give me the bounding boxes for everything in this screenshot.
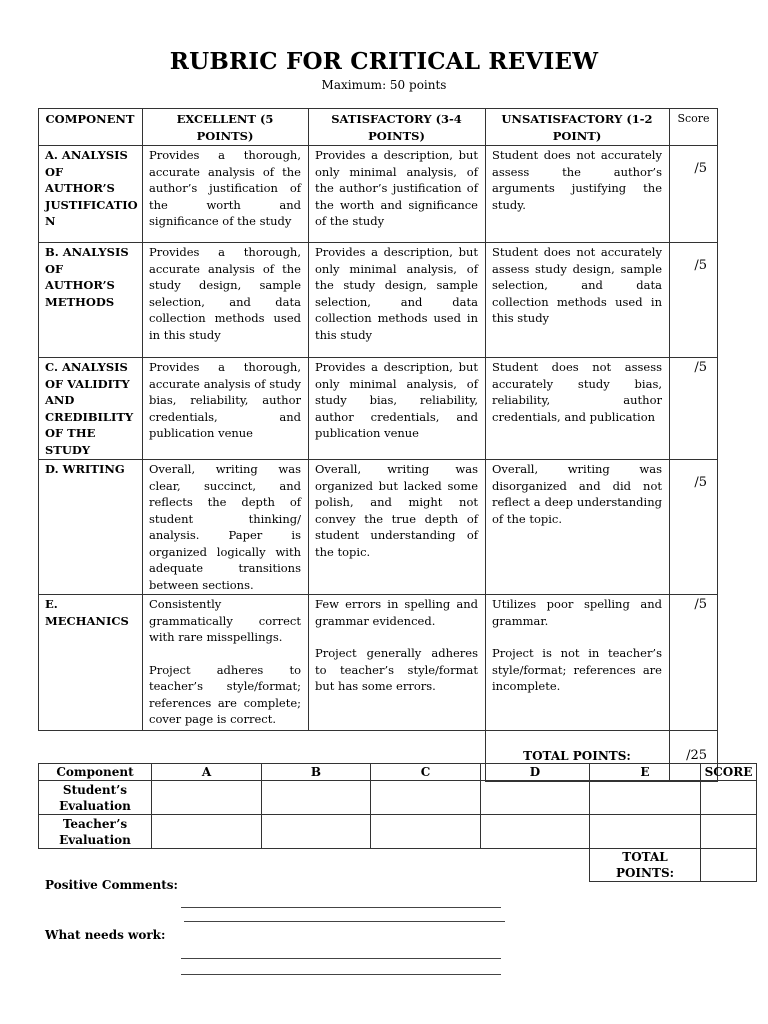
excellent-cell: Provides a thorough, accurate analysis of study bias, reliability, author credentials, and publication venue	[143, 358, 309, 460]
column-header: Score	[670, 109, 718, 146]
component-cell: E. MECHANICS	[39, 595, 143, 731]
column-header: C	[371, 764, 481, 781]
comment-line[interactable]	[184, 921, 505, 922]
satisfactory-text: Project generally adheres to teacher’s style/format but has some errors.	[315, 646, 478, 693]
satisfactory-text: Few errors in spelling and grammar evidenced.	[315, 597, 478, 628]
evaluation-header-row	[39, 764, 757, 781]
satisfactory-cell: Provides a description, but only minimal analysis, of the study design, sample selection, and data collection methods used in this study	[309, 243, 486, 358]
table-row	[39, 595, 718, 731]
column-header: SCORE	[701, 764, 757, 781]
excellent-cell	[143, 595, 309, 731]
unsatisfactory-text: Utilizes poor spelling and grammar.	[492, 597, 662, 628]
score-input-cell[interactable]	[262, 781, 371, 815]
score-cell: /5	[670, 595, 718, 731]
component-cell: B. ANALYSIS OF AUTHOR’S METHODS	[39, 243, 143, 358]
score-input-cell[interactable]	[481, 815, 590, 849]
column-header: Component	[39, 764, 152, 781]
row-label: Teacher’s Evaluation	[39, 815, 152, 849]
page-title: RUBRIC FOR CRITICAL REVIEW	[169, 48, 599, 75]
column-header: EXCELLENT (5 POINTS)	[143, 109, 309, 146]
column-header: A	[152, 764, 262, 781]
score-input-cell[interactable]	[371, 815, 481, 849]
unsatisfactory-cell: Student does not assess accurately study bias, reliability, author credentials, and publication	[486, 358, 670, 460]
excellent-text: Consistently grammatically correct with rare misspellings.	[149, 597, 301, 644]
comment-line[interactable]	[181, 974, 501, 975]
positive-comments-label: Positive Comments:	[45, 878, 178, 892]
score-input-cell[interactable]	[152, 781, 262, 815]
excellent-cell: Provides a thorough, accurate analysis of the author’s justification of the worth and significance of the study	[143, 146, 309, 243]
satisfactory-cell	[309, 595, 486, 731]
column-header: COMPONENT	[39, 109, 143, 146]
table-row	[39, 815, 757, 849]
satisfactory-cell: Provides a description, but only minimal analysis, of study bias, reliability, author credentials, and publication venue	[309, 358, 486, 460]
table-row	[39, 358, 718, 460]
score-input-cell[interactable]	[481, 781, 590, 815]
total-points-value: /25	[670, 731, 718, 782]
comment-line[interactable]	[181, 907, 501, 908]
excellent-text: Project adheres to teacher’s style/format; references are complete; cover page is correct.	[149, 662, 301, 726]
component-cell: C. ANALYSIS OF VALIDITY AND CREDIBILITY OF THE STUDY	[39, 358, 143, 460]
unsatisfactory-cell	[486, 595, 670, 731]
comment-line[interactable]	[181, 958, 501, 959]
excellent-cell: Overall, writing was clear, succinct, and reflects the depth of student thinking/ analysis. Paper is organized logically with adequate transitions between sections.	[143, 460, 309, 595]
score-input-cell[interactable]	[262, 815, 371, 849]
table-row	[39, 146, 718, 243]
score-input-cell[interactable]	[701, 815, 757, 849]
total-points-label: TOTAL POINTS:	[486, 731, 670, 782]
rubric-header-row	[39, 109, 718, 146]
score-cell: /5	[670, 146, 718, 243]
column-header: D	[481, 764, 590, 781]
column-header: B	[262, 764, 371, 781]
component-cell: A. ANALYSIS OF AUTHOR’S JUSTIFICATIO N	[39, 146, 143, 243]
unsatisfactory-text: Project is not in teacher’s style/format; references are incomplete.	[492, 646, 662, 693]
score-input-cell[interactable]	[590, 815, 701, 849]
column-header: UNSATISFACTORY (1-2 POINT)	[486, 109, 670, 146]
needs-work-label: What needs work:	[45, 928, 166, 942]
score-input-cell[interactable]	[152, 815, 262, 849]
satisfactory-cell: Provides a description, but only minimal analysis, of the author’s justification of the worth and significance of the study	[309, 146, 486, 243]
unsatisfactory-cell: Overall, writing was disorganized and did not reflect a deep understanding of the topic.	[486, 460, 670, 595]
page-subtitle: Maximum: 50 points	[321, 78, 447, 92]
total-score-cell[interactable]	[701, 849, 757, 882]
score-input-cell[interactable]	[701, 781, 757, 815]
rubric-table	[38, 108, 718, 782]
table-row	[39, 243, 718, 358]
excellent-cell: Provides a thorough, accurate analysis of the study design, sample selection, and data collection methods used in this study	[143, 243, 309, 358]
component-cell: D. WRITING	[39, 460, 143, 595]
unsatisfactory-cell: Student does not accurately assess the author’s arguments justifying the study.	[486, 146, 670, 243]
table-row	[39, 781, 757, 815]
total-points-label: TOTAL POINTS:	[590, 849, 701, 882]
total-row	[39, 849, 757, 882]
satisfactory-cell: Overall, writing was organized but lacked some polish, and might not convey the true depth of student understanding of the topic.	[309, 460, 486, 595]
score-cell: /5	[670, 243, 718, 358]
evaluation-table	[38, 763, 757, 882]
score-cell: /5	[670, 358, 718, 460]
score-cell: /5	[670, 460, 718, 595]
column-header: E	[590, 764, 701, 781]
column-header: SATISFACTORY (3-4 POINTS)	[309, 109, 486, 146]
row-label: Student’s Evaluation	[39, 781, 152, 815]
table-row	[39, 460, 718, 595]
score-input-cell[interactable]	[371, 781, 481, 815]
unsatisfactory-cell: Student does not accurately assess study design, sample selection, and data collection methods used in this study	[486, 243, 670, 358]
score-input-cell[interactable]	[590, 781, 701, 815]
